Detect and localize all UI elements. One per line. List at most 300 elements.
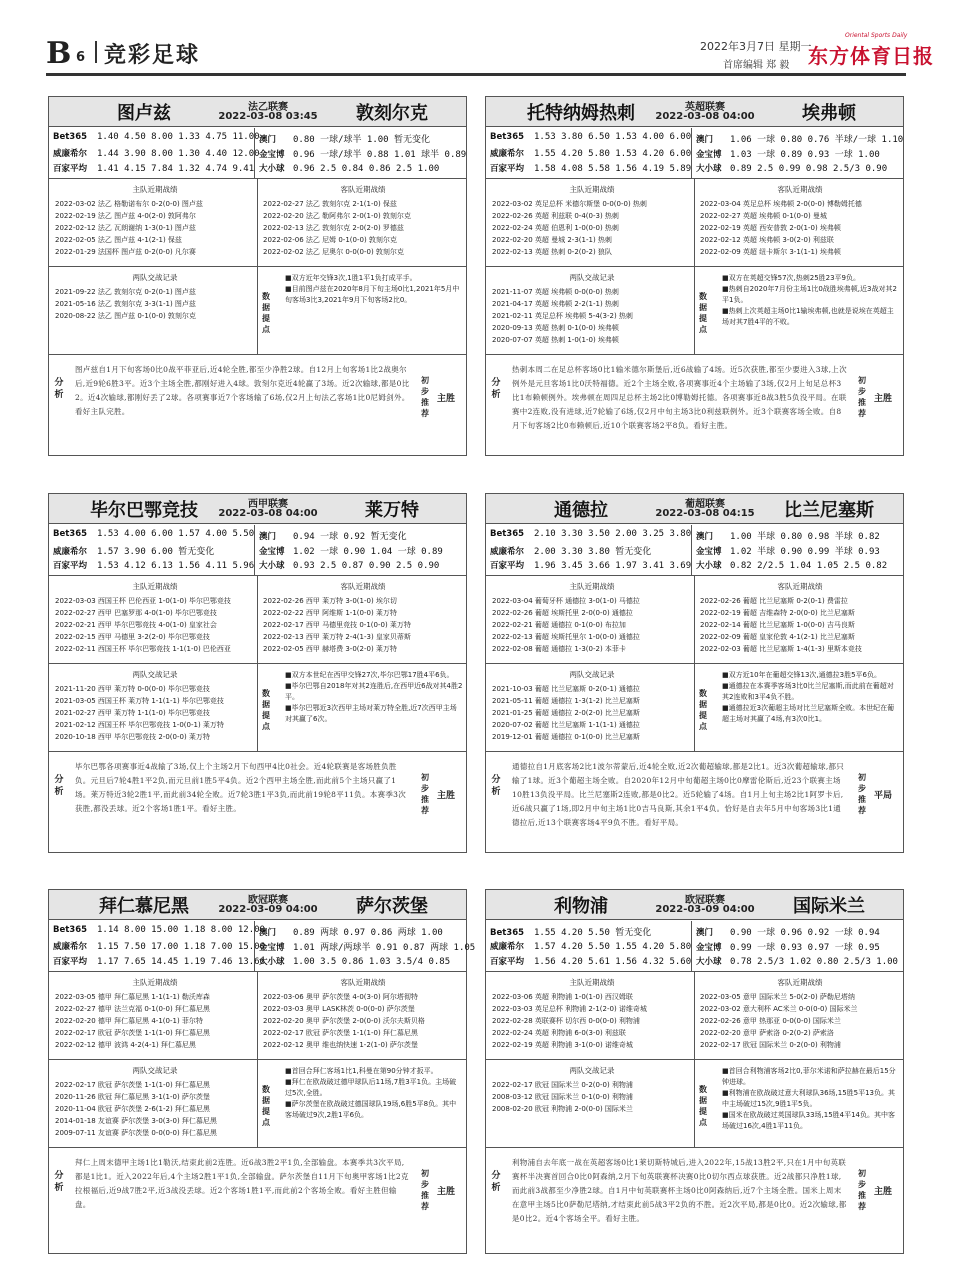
match-card (48, 493, 467, 853)
list-item: 2022-02-20 法乙 勒阿弗尔 2-0(1-0) 敦刻尔克 (263, 212, 411, 220)
fact-item: ■通德拉在本赛季客场3比0比兰尼塞斯,而此前在葡超对其2连败和3平4负不胜。 (722, 682, 894, 701)
odds-row-asian (696, 955, 898, 967)
list-item: 2022-03-06 英超 利物浦 1-0(1-0) 西汉姆联 (492, 993, 633, 1001)
list-item: 2022-02-12 法乙 瓦朗谢纳 1-3(0-1) 图卢兹 (55, 224, 196, 232)
fact-item: ■国米在欧战破过英国球队33场,15胜4平14负。其中客场破过16次,4胜1平11负。 (722, 1111, 896, 1130)
list-item: 2021-01-25 葡超 通德拉 2-0(2-0) 比兰尼塞斯 (492, 709, 640, 717)
home-recent-list (55, 179, 255, 258)
odds-row-euro (490, 162, 691, 174)
odds-panel (486, 128, 903, 179)
odds-row-euro (53, 940, 265, 952)
bookmaker-label: 威廉希尔 (490, 149, 525, 159)
bookmaker-label: 澳门 (259, 135, 277, 145)
odds-values: 0.99 一球 0.93 0.97 一球 0.95 (730, 943, 880, 953)
list-item: 2022-02-14 葡超 比兰尼塞斯 1-0(0-0) 吉马良斯 (700, 621, 855, 629)
fact-item: ■双方近10年在葡超交锋13次,通德拉3胜5平6负。 (722, 671, 882, 679)
odds-values: 0.82 2/2.5 1.04 1.05 2.5 0.82 (730, 561, 888, 571)
fact-item: ■首回合拜仁客场1比1,科曼在第90分钟才扳平。 (285, 1067, 438, 1075)
list-item: 2022-02-26 意甲 热那亚 0-0(0-0) 国际米兰 (700, 1017, 841, 1025)
head-to-head-panel (49, 1060, 466, 1148)
odds-values: 1.53 4.12 6.13 1.56 4.11 5.96 (97, 561, 255, 571)
divider (694, 576, 695, 663)
pick-result: 主胜 (437, 791, 456, 801)
list-item: 2021-02-27 西甲 莱万特 1-1(1-0) 毕尔巴鄂竞技 (55, 709, 210, 717)
bookmaker-label: 澳门 (696, 135, 714, 145)
head-to-head-panel (49, 664, 466, 752)
odds-row-euro (53, 544, 214, 557)
bookmaker-label: 金宝博 (259, 943, 285, 953)
recent-form-panel (486, 972, 903, 1060)
fact-item: ■双方近年交锋3次,1胜1平1负打成平手。 (285, 274, 417, 282)
divider (257, 1060, 258, 1147)
brand-logo: 东方体育日报 (808, 44, 934, 68)
list-item: 2022-02-09 英超 纽卡斯尔 3-1(1-1) 埃弗顿 (700, 248, 841, 256)
page-header (0, 0, 953, 78)
list-item: 2022-02-21 西甲 毕尔巴鄂竞技 4-0(1-0) 皇家社会 (55, 621, 217, 629)
bookmaker-label: 威廉希尔 (490, 942, 525, 952)
list-item: 2022-02-26 葡超 比兰尼塞斯 0-2(0-1) 费雷拉 (700, 597, 848, 605)
bookmaker-label: 金宝博 (696, 943, 722, 953)
odds-panel (49, 921, 476, 972)
kickoff-time: 2022-03-08 04:00 (655, 111, 755, 122)
fact-item: ■毕尔巴鄂自2018年对其2连胜后,在西甲近6战对其4胜2平。 (285, 682, 463, 701)
fact-item: ■目前图卢兹在2020年8月下旬主场0比1,2021年5月中旬客场3比3,2021年9月下旬客场2比0。 (285, 285, 460, 304)
home-recent-heading: 主队近期战绩 (132, 978, 178, 987)
divider (694, 1060, 695, 1147)
list-item: 2022-03-05 德甲 拜仁慕尼黑 1-1(1-1) 勒沃库森 (55, 993, 210, 1001)
list-item: 2020-07-07 英超 热刺 1-0(1-0) 埃弗顿 (492, 336, 619, 344)
editor-credit: 首席编辑 郑 毅 (723, 60, 790, 71)
list-item: 2020-08-22 法乙 图卢兹 0-1(0-0) 敦刻尔克 (55, 312, 196, 320)
pick-result: 主胜 (437, 394, 456, 404)
facts-tag: 数据提点 (262, 689, 270, 731)
h2h-list (55, 267, 255, 322)
analysis-panel (49, 752, 466, 852)
section-title: 竞彩足球 (104, 43, 201, 68)
kickoff-time: 2022-03-08 03:45 (218, 111, 318, 122)
kickoff-time: 2022-03-09 04:00 (218, 904, 318, 915)
fact-item: ■利物浦在欧战破过意大利球队36场,15胜5平13负。其中主场破过15次,9胜1平5负。 (722, 1089, 896, 1108)
list-item: 2020-07-02 葡超 比兰尼塞斯 1-1(1-1) 通德拉 (492, 721, 640, 729)
list-item: 2022-02-27 西甲 巴塞罗那 4-0(1-0) 毕尔巴鄂竞技 (55, 609, 217, 617)
bookmaker-label: 澳门 (696, 928, 714, 938)
list-item: 2022-03-02 英足总杯 米德尔斯堡 0-0(0-0) 热刺 (492, 200, 647, 208)
home-recent-heading: 主队近期战绩 (132, 185, 178, 194)
kickoff-time: 2022-03-09 04:00 (655, 904, 755, 915)
home-recent-heading: 主队近期战绩 (132, 582, 178, 591)
divider (694, 267, 695, 354)
divider (254, 525, 255, 575)
odds-row-euro (53, 147, 260, 159)
list-item: 2022-02-13 西甲 莱万特 2-4(1-3) 皇家贝蒂斯 (263, 633, 411, 641)
list-item: 2022-02-13 葡超 埃斯托里尔 1-0(0-0) 通德拉 (492, 633, 640, 641)
home-team: 托特纳姆热刺 (527, 103, 635, 124)
odds-row-euro (490, 529, 691, 539)
recommend-label: 初步推荐 (858, 376, 866, 418)
odds-row-euro (490, 147, 691, 159)
odds-row-euro (53, 559, 254, 571)
bookmaker-label: 百家平均 (490, 957, 525, 967)
list-item: 2022-02-24 英超 伯恩利 1-0(0-0) 热刺 (492, 224, 619, 232)
brand-subtitle: Oriental Sports Daily (845, 32, 908, 39)
odds-row-asian (259, 955, 450, 967)
odds-panel (49, 525, 466, 576)
list-item: 2021-09-22 法乙 敦刻尔克 0-2(0-1) 图卢兹 (55, 288, 196, 296)
h2h-heading: 两队交战记录 (132, 1066, 178, 1075)
odds-row-euro (490, 132, 691, 142)
analysis-label: 分析 (491, 775, 501, 797)
divider (95, 41, 97, 63)
bookmaker-label: 百家平均 (53, 164, 88, 174)
odds-values: 1.00 3.5 0.86 1.03 3.5/4 0.85 (293, 957, 451, 967)
h2h-heading: 两队交战记录 (569, 1066, 615, 1075)
bookmaker-label: 大小球 (259, 561, 285, 571)
match-header (49, 890, 466, 920)
divider (691, 525, 692, 575)
odds-values: 1.14 8.00 15.00 1.18 8.00 12.00 (97, 925, 265, 935)
list-item: 2022-02-11 西国王杯 毕尔巴鄂竞技 1-1(1-0) 巴伦西亚 (55, 645, 231, 653)
facts-list (722, 1066, 900, 1132)
match-card (48, 889, 476, 1254)
home-team: 图卢兹 (117, 103, 171, 124)
bookmaker-label: 百家平均 (490, 164, 525, 174)
list-item: 2022-02-02 法乙 尼奥尔 0-0(0-0) 敦刻尔克 (263, 248, 404, 256)
odds-values: 0.96 一球/球半 0.88 1.01 球半 0.89 (293, 150, 467, 160)
away-recent-list (263, 179, 463, 258)
issue-date: 2022年3月7日 星期一 (700, 40, 812, 53)
page-letter: B (46, 36, 72, 71)
bookmaker-label: 澳门 (259, 928, 277, 938)
odds-row-asian (259, 529, 407, 542)
bookmaker-label: 百家平均 (490, 561, 525, 571)
odds-row-asian (259, 544, 443, 557)
pick-result: 主胜 (874, 394, 893, 404)
odds-values: 2.00 3.30 3.80 暂无变化 (534, 547, 652, 557)
list-item: 2022-03-05 意甲 国际米兰 5-0(2-0) 萨勒尼塔纳 (700, 993, 855, 1001)
divider (257, 664, 258, 751)
analysis-text: 通德拉自1月底客场2比1波尔蒂蒙后,近4轮全败,近2次葡超输球,都是2比1。近3次葡超输球,都只输了1球。近3个葡超主场全败。自2020年12月中旬葡超主场0比0摩雷伦斯后,近23个联赛主场10胜13负没平局。比兰尼塞斯2连败,都是0比2。近5轮输了4场。自1月上旬主场2比1阿罗卡后,近6战只赢了1场,即2月中旬主场1比0吉马良斯,其余1平4负。恰好是自去年5月中旬客场3比1通德拉后,近13个联赛客场4平9负不胜。看好平局。 (512, 762, 845, 827)
list-item: 2022-02-17 欧冠 国际米兰 0-2(0-0) 利物浦 (492, 1081, 633, 1089)
odds-row-euro (53, 925, 265, 935)
away-team: 比兰尼塞斯 (784, 500, 874, 521)
list-item: 2022-02-17 欧冠 萨尔茨堡 1-1(1-0) 拜仁慕尼黑 (55, 1081, 210, 1089)
list-item: 2022-02-28 英联赛杯 切尔西 0-0(0-0) 利物浦 (492, 1017, 640, 1025)
divider (694, 179, 695, 266)
odds-values: 1.01 两球/两球半 0.91 0.87 两球 1.05 (293, 943, 476, 953)
list-item: 2022-02-15 西甲 马德里 3-2(2-0) 毕尔巴鄂竞技 (55, 633, 210, 641)
list-item: 2022-02-22 西甲 阿维斯 1-1(0-0) 莱万特 (263, 609, 397, 617)
home-recent-list (492, 972, 692, 1051)
odds-values: 1.41 4.15 7.84 1.32 4.74 9.41 (97, 164, 255, 174)
bookmaker-label: 大小球 (696, 957, 722, 967)
odds-values: 1.02 一球 0.90 1.04 一球 0.89 (293, 547, 443, 557)
analysis-panel (486, 355, 903, 455)
odds-row-asian (696, 925, 880, 938)
list-item: 2022-02-17 欧冠 萨尔茨堡 1-1(1-0) 拜仁慕尼黑 (55, 1029, 210, 1037)
odds-row-asian (696, 544, 880, 557)
list-item: 2022-02-17 欧冠 萨尔茨堡 1-1(1-0) 拜仁慕尼黑 (263, 1029, 418, 1037)
list-item: 2022-02-12 德甲 波鸿 4-2(4-1) 拜仁慕尼黑 (55, 1041, 196, 1049)
odds-row-euro (490, 925, 651, 938)
league-name: 英超联赛 (685, 102, 725, 113)
analysis-label: 分析 (54, 378, 64, 400)
analysis-text: 热刺本周二在足总杯客场0比1输米德尔斯堡后,近6战输了4场。近5次获胜,都至少要进入3球,上次例外是元旦客场1比0沃特福德。近2个主场全败,各项赛事近4个主场输了3场,仅2月上旬足总杯3比1布赖顿例外。埃弗顿在周四足总杯主场2比0博勒姆托德。各项赛事近8战3胜5负没平局。在联赛中2连败,没有进球,近7轮输了6场,仅2月中旬主场3比0利兹联例外。近3个联赛客场全败。自8月下旬客场2比0布赖顿后,近10个联赛客场2平8负。看好主胜。 (512, 365, 847, 430)
head-to-head-panel (486, 1060, 903, 1148)
list-item: 2020-09-13 英超 热刺 0-1(0-0) 埃弗顿 (492, 324, 619, 332)
home-team: 通德拉 (554, 500, 608, 521)
away-recent-heading: 客队近期战绩 (777, 185, 823, 194)
bookmaker-label: 金宝博 (259, 547, 285, 557)
home-recent-list (492, 576, 692, 655)
away-recent-list (263, 972, 463, 1051)
away-recent-heading: 客队近期战绩 (340, 185, 386, 194)
list-item: 2022-02-19 法乙 图卢兹 4-0(2-0) 敦阿弗尔 (55, 212, 196, 220)
away-team: 敦刻尔克 (356, 103, 428, 124)
list-item: 2022-02-26 英超 利兹联 0-4(0-3) 热刺 (492, 212, 619, 220)
odds-values: 1.57 4.20 5.50 1.55 4.20 5.80 (534, 942, 692, 952)
match-card (485, 493, 904, 853)
list-item: 2022-02-17 欧冠 国际米兰 0-2(0-0) 利物浦 (700, 1041, 841, 1049)
odds-values: 1.44 3.90 8.00 1.30 4.40 12.00 (97, 149, 260, 159)
list-item: 2019-12-01 葡超 通德拉 0-1(0-0) 比兰尼塞斯 (492, 733, 640, 741)
home-recent-heading: 主队近期战绩 (569, 582, 615, 591)
head-to-head-panel (486, 664, 903, 752)
fact-item: ■拜仁在欧战破过德甲球队后11场,7胜3平1负。主场破过5次,全胜。 (285, 1078, 457, 1097)
odds-row-asian (696, 940, 880, 953)
list-item: 2020-10-18 西甲 毕尔巴鄂竞技 2-0(0-0) 莱万特 (55, 733, 210, 741)
list-item: 2022-02-09 葡超 皇家伦敦 4-1(2-1) 比兰尼塞斯 (700, 633, 855, 641)
bookmaker-label: Bet365 (490, 132, 525, 142)
list-item: 2022-03-02 法乙 格勒诺布尔 0-2(0-0) 图卢兹 (55, 200, 203, 208)
odds-values: 1.55 4.20 5.80 1.53 4.20 6.00 (534, 149, 692, 159)
facts-tag: 数据提点 (699, 1085, 707, 1127)
list-item: 2022-02-13 法乙 敦刻尔克 2-0(2-0) 罗德兹 (263, 224, 404, 232)
odds-values: 1.53 4.00 6.00 1.57 4.00 5.50 (97, 529, 255, 539)
pick-result: 平局 (874, 791, 893, 801)
list-item: 2022-02-20 奥甲 萨尔茨堡 2-0(0-0) 沃尔夫斯贝格 (263, 1017, 425, 1025)
list-item: 2021-02-11 英足总杯 埃弗顿 5-4(3-2) 热刺 (492, 312, 633, 320)
list-item: 2022-02-06 法乙 尼姆 0-1(0-0) 敦刻尔克 (263, 236, 397, 244)
bookmaker-label: Bet365 (53, 529, 88, 539)
list-item: 2022-02-27 英超 埃弗顿 0-1(0-0) 曼城 (700, 212, 827, 220)
match-header (486, 494, 903, 524)
odds-row-asian (259, 940, 475, 953)
league-name: 欧冠联赛 (685, 895, 725, 906)
analysis-label: 分析 (491, 1171, 501, 1193)
list-item: 2021-10-03 葡超 比兰尼塞斯 0-2(0-1) 通德拉 (492, 685, 640, 693)
list-item: 2022-02-05 法乙 图卢兹 4-1(2-1) 保兹 (55, 236, 182, 244)
odds-values: 1.57 3.90 6.00 暂无变化 (97, 547, 215, 557)
odds-values: 0.89 两球 0.97 0.86 两球 1.00 (293, 928, 443, 938)
odds-row-asian (696, 529, 880, 542)
odds-row-asian (696, 132, 903, 145)
list-item: 2022-02-21 葡超 通德拉 0-1(0-0) 布拉加 (492, 621, 626, 629)
odds-values: 0.90 一球 0.96 0.92 一球 0.94 (730, 928, 880, 938)
pick-result: 主胜 (437, 1187, 456, 1197)
home-recent-list (492, 179, 692, 258)
odds-values: 1.17 7.65 14.45 1.19 7.46 13.66 (97, 957, 265, 967)
fact-item: ■毕尔巴鄂近3次西甲主场对莱万特全胜,近7次西甲主场对其赢了6次。 (285, 704, 457, 723)
away-recent-heading: 客队近期战绩 (777, 978, 823, 987)
odds-row-asian (259, 559, 439, 571)
list-item: 2021-11-07 英超 埃弗顿 0-0(0-0) 热刺 (492, 288, 619, 296)
bookmaker-label: 威廉希尔 (490, 547, 525, 557)
bookmaker-label: 大小球 (259, 957, 285, 967)
facts-tag: 数据提点 (699, 292, 707, 334)
odds-panel (49, 128, 466, 179)
facts-list (722, 670, 900, 725)
odds-row-euro (490, 955, 691, 967)
odds-values: 0.80 一球/球半 1.00 暂无变化 (293, 135, 431, 145)
home-recent-list (55, 972, 255, 1051)
league-name: 法乙联赛 (248, 102, 288, 113)
bookmaker-label: 澳门 (696, 532, 714, 542)
list-item: 2022-02-17 西甲 马德里竞技 0-1(0-0) 莱万特 (263, 621, 411, 629)
match-card (485, 96, 904, 456)
fact-item: ■双方在英超交锋57次,热刺25胜23平9负。 (722, 274, 861, 282)
h2h-heading: 两队交战记录 (569, 273, 615, 282)
odds-row-asian (696, 559, 887, 571)
recommend-label: 初步推荐 (421, 773, 429, 815)
list-item: 2020-11-04 欧冠 萨尔茨堡 2-6(1-2) 拜仁慕尼黑 (55, 1105, 210, 1113)
list-item: 2021-02-12 西国王杯 毕尔巴鄂竞技 1-0(0-1) 莱万特 (55, 721, 224, 729)
recent-form-panel (49, 576, 466, 664)
bookmaker-label: Bet365 (490, 529, 525, 539)
h2h-heading: 两队交战记录 (132, 670, 178, 679)
list-item: 2021-11-20 西甲 莱万特 0-0(0-0) 毕尔巴鄂竞技 (55, 685, 210, 693)
league-name: 葡超联赛 (685, 499, 725, 510)
away-recent-heading: 客队近期战绩 (340, 582, 386, 591)
divider (257, 267, 258, 354)
list-item: 2022-02-27 法乙 敦刻尔克 2-1(1-0) 保兹 (263, 200, 397, 208)
pick-result: 主胜 (874, 1187, 893, 1197)
list-item: 2021-05-16 法乙 敦刻尔克 3-3(1-1) 图卢兹 (55, 300, 196, 308)
analysis-text: 毕尔巴鄂各项赛事近4战输了3场,仅上个主场2月下旬西甲4比0社会。近4轮联赛是客场胜负胜负。元旦后7轮4胜1平2负,而元旦前1胜5平4负。近2个西甲主场全胜,而此前5个主场只赢了1场。莱万特近3轮2胜1平,而此前34轮全败。近7轮3胜1平3负,而此前19轮8平11负。本赛季3次获胜,都没丢球。近2个客场1胜1平。看好主胜。 (75, 762, 407, 813)
bookmaker-label: 金宝博 (259, 150, 285, 160)
bookmaker-label: 澳门 (259, 532, 277, 542)
list-item: 2022-02-27 德甲 法兰克福 0-1(0-0) 拜仁慕尼黑 (55, 1005, 210, 1013)
list-item: 2022-02-12 英超 埃弗顿 3-0(2-0) 利兹联 (700, 236, 834, 244)
match-header (486, 890, 903, 920)
list-item: 2022-01-29 法国杯 图卢兹 0-2(0-0) 凡尔赛 (55, 248, 196, 256)
facts-list (285, 1066, 463, 1121)
bookmaker-label: 百家平均 (53, 957, 88, 967)
kickoff-time: 2022-03-08 04:15 (655, 508, 755, 519)
list-item: 2022-03-04 葡萄牙杯 通德拉 3-0(1-0) 马德拉 (492, 597, 640, 605)
away-team: 埃弗顿 (802, 103, 856, 124)
recommend-label: 初步推荐 (858, 773, 866, 815)
odds-values: 0.96 2.5 0.84 0.86 2.5 1.00 (293, 164, 440, 174)
list-item: 2008-03-12 欧冠 国际米兰 0-1(0-0) 利物浦 (492, 1093, 633, 1101)
list-item: 2022-02-20 德甲 拜仁慕尼黑 4-1(0-1) 菲尔特 (55, 1017, 203, 1025)
away-recent-list (263, 576, 463, 655)
fact-item: ■热刺自2020年7月份主场1比0战胜埃弗顿,近3战对其2平1负。 (722, 285, 897, 304)
list-item: 2020-11-26 欧冠 拜仁慕尼黑 3-1(1-0) 萨尔茨堡 (55, 1093, 210, 1101)
h2h-list (55, 1060, 255, 1139)
analysis-panel (486, 1148, 903, 1253)
odds-values: 1.40 4.50 8.00 1.33 4.75 11.00 (97, 132, 260, 142)
divider (257, 179, 258, 266)
bookmaker-label: 金宝博 (696, 150, 722, 160)
list-item: 2022-02-08 葡超 通德拉 1-3(0-2) 本菲卡 (492, 645, 626, 653)
facts-tag: 数据提点 (262, 292, 270, 334)
odds-row-asian (259, 132, 430, 145)
match-header (49, 494, 466, 524)
facts-tag: 数据提点 (699, 689, 707, 731)
away-team: 萨尔茨堡 (356, 896, 428, 917)
odds-values: 1.06 一球 0.80 0.76 半球/一球 1.10 (730, 135, 904, 145)
odds-row-euro (53, 529, 254, 539)
odds-values: 1.53 3.80 6.50 1.53 4.00 6.00 (534, 132, 692, 142)
analysis-panel (49, 355, 466, 455)
home-team: 利物浦 (554, 896, 608, 917)
h2h-heading: 两队交战记录 (132, 273, 178, 282)
away-recent-list (700, 576, 900, 655)
odds-row-euro (490, 940, 691, 952)
odds-row-euro (53, 132, 260, 142)
analysis-label: 分析 (54, 1171, 64, 1193)
divider (691, 921, 692, 971)
odds-row-euro (53, 162, 254, 174)
list-item: 2022-02-19 葡超 吉维森特 2-0(0-0) 比兰尼塞斯 (700, 609, 855, 617)
fact-item: ■热刺上次英超主场0比1输埃弗顿,也就是说埃在英超主场对其7胜4平的不败。 (722, 307, 894, 326)
fact-item: ■双方本世纪在西甲交锋27次,毕尔巴鄂17胜4平6负。 (285, 671, 454, 679)
bookmaker-label: 威廉希尔 (53, 942, 88, 952)
h2h-list (492, 267, 692, 346)
divider (694, 664, 695, 751)
bookmaker-label: Bet365 (53, 925, 88, 935)
away-recent-heading: 客队近期战绩 (777, 582, 823, 591)
home-team: 拜仁慕尼黑 (99, 896, 189, 917)
list-item: 2022-02-19 英超 西安普敦 2-0(1-0) 埃弗顿 (700, 224, 841, 232)
bookmaker-label: Bet365 (490, 928, 525, 938)
list-item: 2022-03-02 意大利杯 AC米兰 0-0(0-0) 国际米兰 (700, 1005, 858, 1013)
odds-row-asian (696, 147, 880, 160)
recent-form-panel (49, 972, 466, 1060)
match-card (48, 96, 467, 456)
fact-item: ■通德拉近3次葡超主场对比兰尼塞斯全败。本世纪在葡超主场对其赢了4场,有3次0比1。 (722, 704, 895, 723)
league-name: 欧冠联赛 (248, 895, 288, 906)
list-item: 2022-02-20 英超 曼城 2-3(1-1) 热刺 (492, 236, 612, 244)
odds-row-asian (696, 162, 887, 174)
bookmaker-label: 大小球 (696, 164, 722, 174)
recommend-label: 初步推荐 (421, 1169, 429, 1211)
h2h-heading: 两队交战记录 (569, 670, 615, 679)
head-to-head-panel (486, 267, 903, 355)
fact-item: ■首回合利物浦客场2比0,菲尔米诺和萨拉赫在最后15分钟进球。 (722, 1067, 896, 1086)
bookmaker-label: 金宝博 (696, 547, 722, 557)
kickoff-time: 2022-03-08 04:00 (218, 508, 318, 519)
list-item: 2022-03-03 西国王杯 巴伦西亚 1-0(1-0) 毕尔巴鄂竞技 (55, 597, 231, 605)
odds-values: 1.00 半球 0.80 0.98 半球 0.82 (730, 532, 880, 542)
h2h-list (492, 664, 692, 743)
odds-row-asian (259, 925, 443, 938)
recommend-label: 初步推荐 (858, 1169, 866, 1211)
list-item: 2022-03-03 奥甲 LASK林茨 0-0(0-0) 萨尔茨堡 (263, 1005, 415, 1013)
analysis-text: 拜仁上周末德甲主场1比1勒沃,结束此前2连胜。近6战3胜2平1负,全部输盘。本赛季共3次平局,都是1比1。近入2022年后,4个主场2胜1平1负,全部输盘。萨尔茨堡自11月下旬奥甲客场1比2克拉根福后,近9战7胜2平,近3战没丢球。近2个客场1胜1平,而此前2个客场全败。看好主胜但输盘。 (75, 1158, 409, 1209)
odds-panel (486, 921, 903, 972)
list-item: 2022-02-13 英超 热刺 0-2(0-2) 狼队 (492, 248, 612, 256)
divider (257, 576, 258, 663)
odds-values: 2.10 3.30 3.50 2.00 3.25 3.80 (534, 529, 692, 539)
fact-item: ■萨尔茨堡在欧战破过德国球队19场,6胜5平8负。其中客场破过9次,2胜1平6负。 (285, 1100, 457, 1119)
list-item: 2022-03-04 英足总杯 埃弗顿 2-0(0-0) 博勒姆托德 (700, 200, 862, 208)
facts-list (285, 670, 463, 725)
odds-values: 0.78 2.5/3 1.02 0.80 2.5/3 1.00 (730, 957, 898, 967)
odds-values: 0.94 一球 0.92 暂无变化 (293, 532, 407, 542)
list-item: 2022-02-26 西甲 莱万特 3-0(1-0) 埃尔切 (263, 597, 397, 605)
away-recent-heading: 客队近期战绩 (340, 978, 386, 987)
